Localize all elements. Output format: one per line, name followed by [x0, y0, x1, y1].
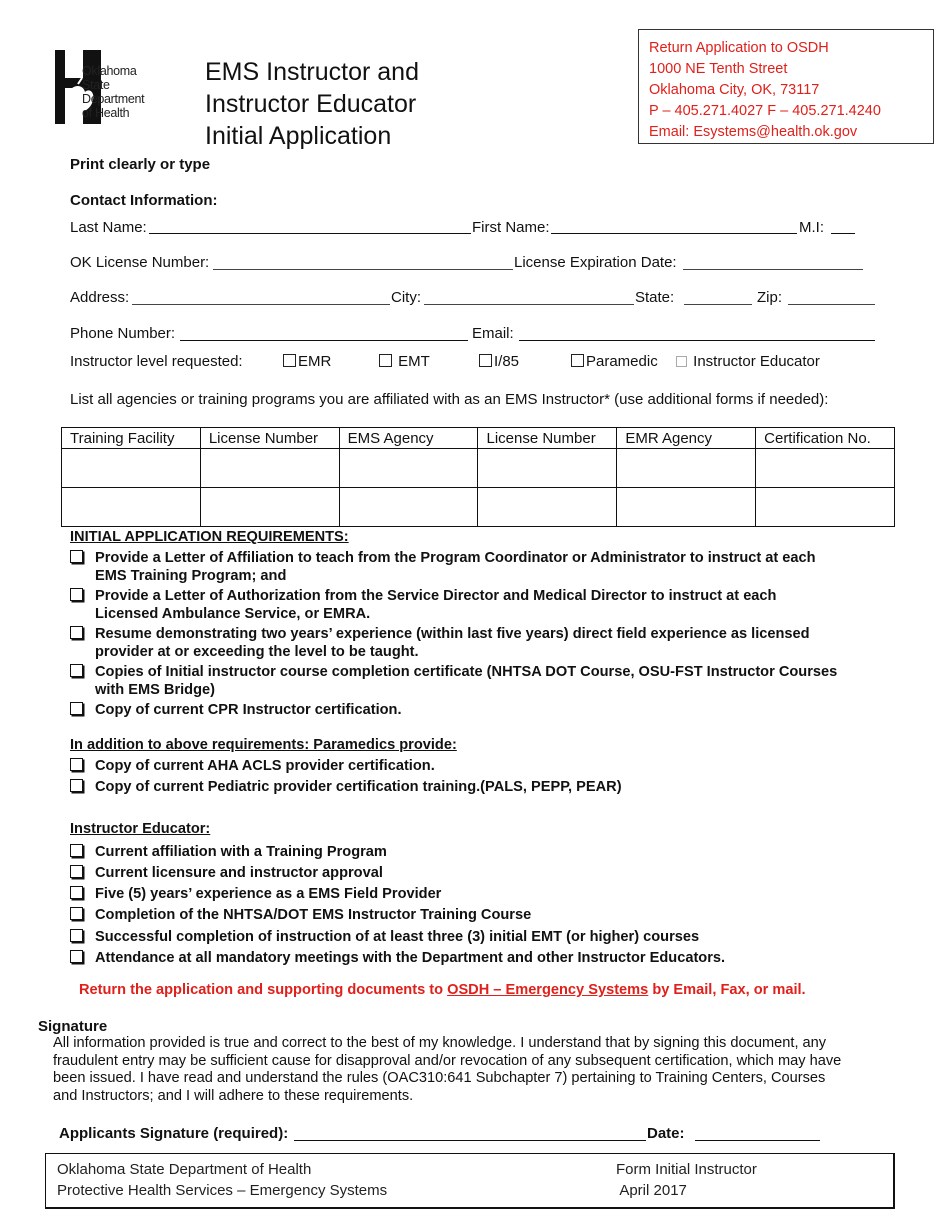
city-label: City:: [391, 289, 421, 306]
table-cell[interactable]: [756, 488, 895, 527]
level-option-emt[interactable]: EMT: [379, 353, 430, 370]
checkbox-icon[interactable]: [70, 779, 83, 792]
educator-item: Current affiliation with a Training Program: [70, 843, 387, 861]
level-option-emr[interactable]: EMR: [283, 353, 331, 370]
educator-item: Current licensure and instructor approval: [70, 864, 383, 882]
osdh-emergency-systems-link[interactable]: OSDH – Emergency Systems: [447, 982, 649, 998]
return-address-box: Return Application to OSDH 1000 NE Tenth Street Oklahoma City, OK, 73117 P – 405.271.4027 F – 405.271.4240 Email: Esystems@health.ok.gov: [638, 29, 934, 144]
first-name-label: First Name:: [472, 219, 550, 236]
table-cell[interactable]: [200, 488, 339, 527]
ok-license-field[interactable]: [213, 269, 513, 270]
affiliation-prompt: List all agencies or training programs you are affiliated with as an EMS Instructor* (use additional forms if needed):: [70, 391, 829, 408]
requirement-item: Resume demonstrating two years’ experience (within last five years) direct field experience as licensed provider at or exceeding the level to be taught.: [70, 625, 810, 661]
state-label: State:: [635, 289, 675, 306]
col-ems-agency: EMS Agency: [339, 428, 478, 449]
date-field[interactable]: [695, 1140, 820, 1141]
logo-text: Oklahoma State Department of Health: [82, 64, 145, 120]
checkbox-icon[interactable]: [70, 758, 83, 771]
requirement-item: Copy of current CPR Instructor certification.: [70, 701, 402, 719]
checkbox-icon[interactable]: [283, 354, 296, 367]
table-cell[interactable]: [617, 488, 756, 527]
table-cell[interactable]: [339, 449, 478, 488]
educator-heading: Instructor Educator:: [70, 821, 211, 837]
city-field[interactable]: [424, 304, 634, 305]
footer-left: Oklahoma State Department of Health Protective Health Services – Emergency Systems: [57, 1161, 388, 1199]
email-field[interactable]: [519, 340, 875, 341]
requirement-item: Provide a Letter of Affiliation to teach from the Program Coordinator or Administrator to instruct at each EMS Training Program; and: [70, 549, 816, 585]
first-name-field[interactable]: [551, 233, 797, 234]
page-title: EMS Instructor and Instructor Educator Initial Application: [205, 58, 419, 150]
table-row: [62, 488, 895, 527]
date-label: Date:: [647, 1125, 685, 1142]
license-exp-field[interactable]: [683, 269, 863, 270]
applicant-signature-field[interactable]: [294, 1140, 646, 1141]
table-cell[interactable]: [62, 449, 201, 488]
ok-license-label: OK License Number:: [70, 254, 210, 271]
footer-right: Form Initial Instructor April 2017: [616, 1161, 757, 1199]
signature-heading: Signature: [38, 1018, 108, 1035]
level-option-instructor-educator[interactable]: Instructor Educator: [676, 353, 820, 370]
phone-label: Phone Number:: [70, 325, 176, 342]
paramedic-item: Copy of current AHA ACLS provider certification.: [70, 757, 435, 775]
checkbox-icon[interactable]: [70, 907, 83, 920]
checkbox-icon[interactable]: [70, 664, 83, 677]
col-license-number-2: License Number: [478, 428, 617, 449]
contact-heading: Contact Information:: [70, 192, 218, 209]
level-option-paramedic[interactable]: Paramedic: [571, 353, 658, 370]
last-name-label: Last Name:: [70, 219, 147, 236]
table-cell[interactable]: [62, 488, 201, 527]
phone-field[interactable]: [180, 340, 468, 341]
table-header-row: [62, 428, 895, 449]
col-training-facility: Training Facility: [62, 428, 201, 449]
level-option-i85[interactable]: I/85: [479, 353, 519, 370]
table-cell[interactable]: [339, 488, 478, 527]
checkbox-icon[interactable]: [70, 626, 83, 639]
requirements-heading: INITIAL APPLICATION REQUIREMENTS:: [70, 529, 349, 545]
checkbox-icon[interactable]: [70, 950, 83, 963]
table-row: [62, 449, 895, 488]
print-note: Print clearly or type: [70, 156, 211, 173]
paramedic-item: Copy of current Pediatric provider certification training.(PALS, PEPP, PEAR): [70, 778, 622, 796]
return-note: Return the application and supporting documents to OSDH – Emergency Systems by Email, Fax, or mail.: [79, 982, 806, 998]
checkbox-icon[interactable]: [70, 865, 83, 878]
table-cell[interactable]: [478, 449, 617, 488]
checkbox-icon[interactable]: [479, 354, 492, 367]
requirement-item: Copies of Initial instructor course completion certificate (NHTSA DOT Course, OSU-FST Instructor Courses with EMS Bridge): [70, 663, 837, 699]
educator-item: Five (5) years’ experience as a EMS Field Provider: [70, 885, 441, 903]
col-certification-no: Certification No.: [756, 428, 895, 449]
educator-item: Completion of the NHTSA/DOT EMS Instructor Training Course: [70, 906, 531, 924]
paramedic-heading: In addition to above requirements: Paramedics provide:: [70, 737, 457, 753]
state-field[interactable]: [684, 304, 752, 305]
level-label: Instructor level requested:: [70, 353, 243, 370]
mi-field[interactable]: [831, 233, 855, 234]
last-name-field[interactable]: [149, 233, 471, 234]
license-exp-label: License Expiration Date:: [514, 254, 677, 271]
footer: [45, 1153, 895, 1209]
educator-item: Attendance at all mandatory meetings with the Department and other Instructor Educators.: [70, 949, 725, 967]
zip-field[interactable]: [788, 304, 875, 305]
col-emr-agency: EMR Agency: [617, 428, 756, 449]
checkbox-icon[interactable]: [571, 354, 584, 367]
address-label: Address:: [70, 289, 130, 306]
checkbox-icon[interactable]: [70, 929, 83, 942]
signature-statement: All information provided is true and correct to the best of my knowledge. I understand that by signing this document, any fraudulent entry may be sufficient cause for disapproval and/or revocation of any subsequent certification, which may have been issued. I have read and understand the rules (OAC310:641 Subchapter 7) pertaining to Training Centers, Courses and Instructors; and I will adhere to these requirements.: [53, 1035, 842, 1104]
checkbox-icon[interactable]: [70, 702, 83, 715]
table-cell[interactable]: [756, 449, 895, 488]
checkbox-icon[interactable]: [70, 550, 83, 563]
requirement-item: Provide a Letter of Authorization from the Service Director and Medical Director to instruct at each Licensed Ambulance Service, or EMRA.: [70, 587, 776, 623]
checkbox-icon[interactable]: [70, 886, 83, 899]
table-cell[interactable]: [200, 449, 339, 488]
checkbox-icon[interactable]: [70, 588, 83, 601]
email-label: Email:: [472, 325, 514, 342]
checkbox-icon[interactable]: [70, 844, 83, 857]
checkbox-icon[interactable]: [379, 354, 392, 367]
zip-label: Zip:: [757, 289, 783, 306]
address-field[interactable]: [132, 304, 390, 305]
checkbox-icon[interactable]: [676, 356, 687, 367]
mi-label: M.I:: [799, 219, 824, 236]
table-cell[interactable]: [617, 449, 756, 488]
affiliation-table: [61, 427, 895, 527]
col-license-number: License Number: [200, 428, 339, 449]
educator-item: Successful completion of instruction of at least three (3) initial EMT (or higher) courses: [70, 928, 699, 946]
applicant-signature-label: Applicants Signature (required):: [59, 1125, 289, 1142]
table-cell[interactable]: [478, 488, 617, 527]
